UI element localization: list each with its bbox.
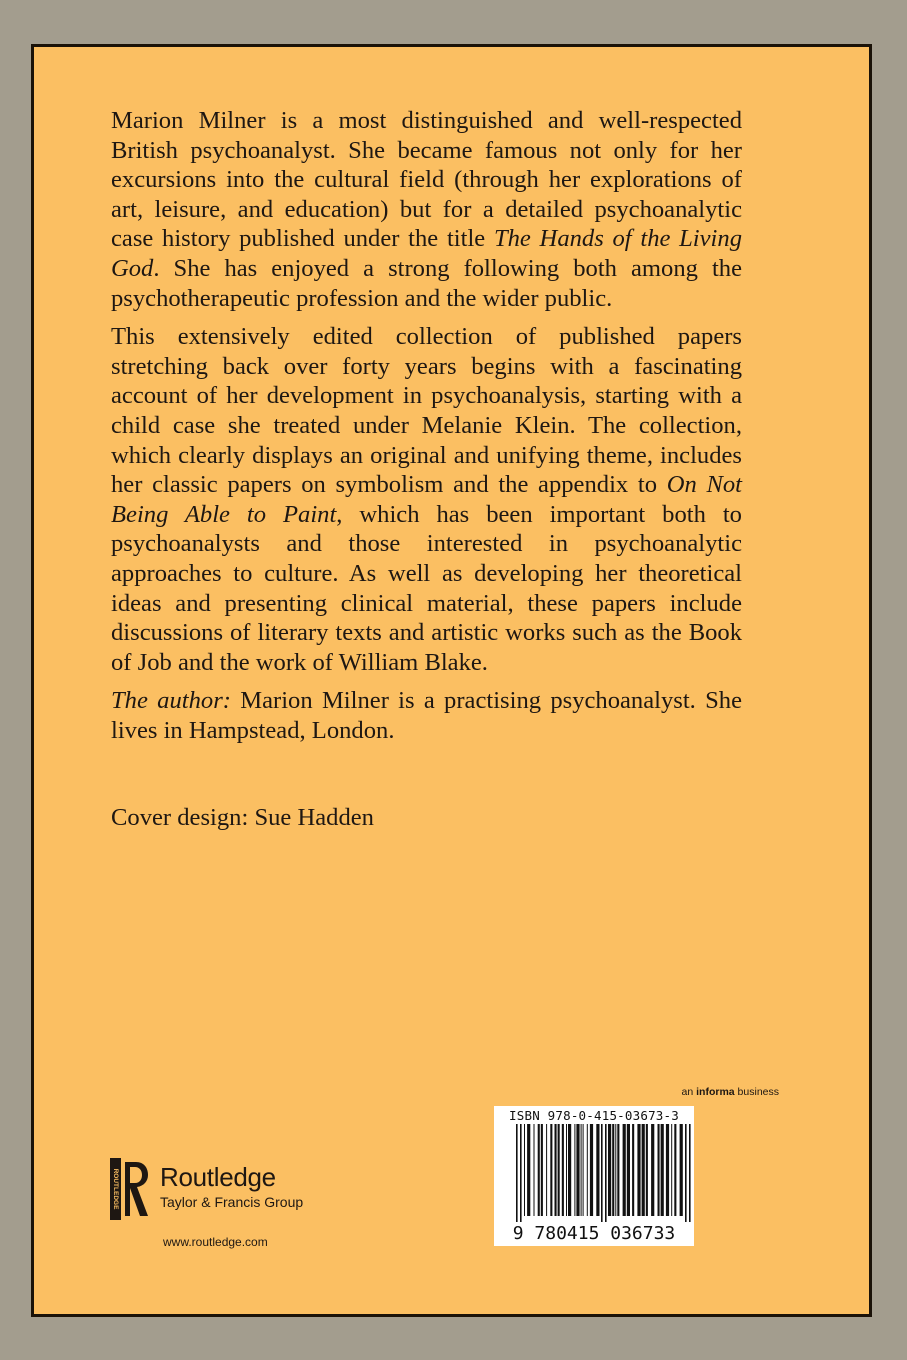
barcode-bar (617, 1124, 619, 1216)
author-note: The author: Marion Milner is a practising psychoanalyst. She lives in Hampstead, London. (111, 687, 742, 744)
barcode-bar (546, 1124, 547, 1216)
book-title-on-not-being-able-to-paint: On Not Being Able to Paint (111, 471, 742, 528)
barcode-bar (538, 1124, 540, 1216)
barcode-bar (627, 1124, 630, 1216)
barcode-bar (689, 1124, 691, 1222)
barcode-bars (494, 1124, 694, 1222)
barcode-bar (685, 1124, 687, 1222)
publisher-name: Routledge (160, 1162, 276, 1192)
barcode-bar (680, 1124, 683, 1216)
barcode-bar (581, 1124, 582, 1216)
barcode-bar (596, 1124, 599, 1216)
barcode-bar (671, 1124, 672, 1216)
cover-blurb (111, 106, 742, 754)
isbn-barcode (494, 1106, 694, 1246)
barcode-bar (562, 1124, 564, 1216)
barcode-bar (555, 1124, 557, 1216)
blurb-paragraph-2: This extensively edited collection of published papers stretching back over forty years begins with a fascinating account of her development in psychoanalysis, starting with a child case she treated under Melanie Klein. The collection, which clearly displays an original and unifying theme, includes her classic papers on symbolism and the appendix to On Not Being Able to Paint, which has been important both to psychoanalysts and those interested in psychoanalytic approaches to culture. As well as developing her theoretical ideas and presenting clinical material, these papers include discussions of literary texts and artistic works such as the Book of Job and the work of William Blake. (111, 323, 742, 676)
informa-business-tagline: an informa business (681, 1086, 779, 1098)
barcode-bar (583, 1124, 584, 1216)
barcode-bar (637, 1124, 640, 1216)
routledge-logo-icon (110, 1158, 150, 1220)
barcode-bar (623, 1124, 626, 1216)
barcode-bar (558, 1124, 560, 1216)
publisher-brand (160, 1163, 303, 1211)
barcode-bar (520, 1124, 522, 1222)
barcode-bar (587, 1124, 588, 1216)
barcode-bar (550, 1124, 552, 1216)
barcode-bar (632, 1124, 634, 1216)
publisher-website: www.routledge.com (163, 1235, 268, 1249)
barcode-bar (601, 1124, 603, 1222)
publisher-group: Taylor & Francis Group (160, 1194, 304, 1210)
barcode-bar (590, 1124, 593, 1216)
barcode-bar (658, 1124, 660, 1216)
barcode-bar (674, 1124, 676, 1216)
barcode-bar (642, 1124, 645, 1216)
book-title-hands-of-the-living-god: The Hands of the Living God (111, 225, 742, 282)
barcode-bar (615, 1124, 616, 1216)
barcode-bar (608, 1124, 611, 1216)
barcode-bar (574, 1124, 575, 1216)
barcode-bar (666, 1124, 669, 1216)
cover-design-credit: Cover design: Sue Hadden (111, 804, 374, 831)
barcode-bar (612, 1124, 614, 1216)
barcode-bar (661, 1124, 664, 1216)
blurb-paragraph-1: Marion Milner is a most distinguished and well-respected British psychoanalyst. She became famous not only for her excursions into the cultural field (through her explorations of art, leisure, and education) but for a detailed psychoanalytic case history published under the title The Hands of the Living God. She has enjoyed a strong following both among the psychotherapeutic profession and the wider public. (111, 107, 742, 312)
isbn-label: ISBN 978-0-415-03673-3 (509, 1108, 679, 1123)
barcode-bar (534, 1124, 535, 1216)
barcode-bar (646, 1124, 648, 1216)
barcode-bar (605, 1124, 607, 1222)
barcode-bar (524, 1124, 525, 1216)
barcode-bar (576, 1124, 579, 1216)
barcode-bar (527, 1124, 530, 1216)
author-note-label: The author: (111, 687, 231, 715)
barcode-bar (516, 1124, 518, 1222)
barcode-bar (651, 1124, 654, 1216)
barcode-bar (566, 1124, 567, 1216)
barcode-bar (568, 1124, 571, 1216)
logo-vertical-text: ROUTLEDGE (111, 1168, 119, 1210)
ean-number: 9 780415 036733 (512, 1223, 676, 1244)
barcode-bar (541, 1124, 543, 1216)
